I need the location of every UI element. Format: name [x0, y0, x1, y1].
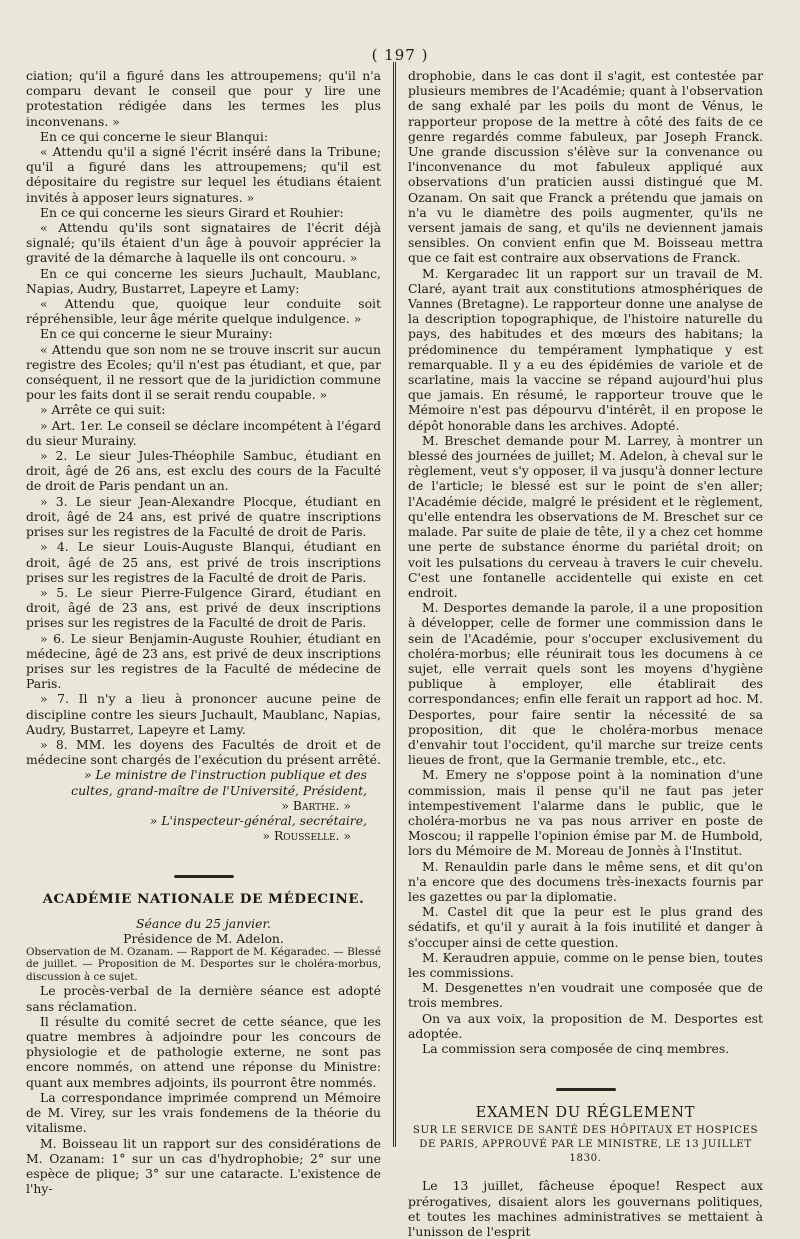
paragraph: » 7. Il n'y a lieu à prononcer aucune peine de discipline contre les sieurs Juchault, Maublanc, Napias, Audry, Bustarret, Lapeyre et Lamy. — [26, 691, 381, 737]
section-separator — [174, 875, 234, 878]
paragraph: « Attendu que, quoique leur conduite soit répréhensible, leur âge mérite quelque indulgence. » — [26, 296, 381, 327]
session-date: Séance du 25 janvier. — [136, 915, 271, 931]
paragraph: « Attendu qu'ils sont signataires de l'écrit déjà signalé; qu'ils étaient d'un âge à pouvoir apprécier la gravité de la démarche à laquelle ils ont concouru. » — [26, 220, 381, 266]
paragraph: M. Kergaradec lit un rapport sur un travail de M. Claré, ayant trait aux constitutions atmosphériques de Vannes (Bretagne). Le rapporteur donne une analyse de la description topographique, de l'histoire naturelle du pays, des habitudes et des mœurs des habitans; la prédominence du tempérament lymphatique y est remarquable. Il y a eu des épidémies de variole et de scarlatine, mais la vaccine se répand aujourd'hui plus que jamais. En résumé, le rapporteur trouve que le Mémoire n'est pas dépourvu d'intérêt, il en propose le dépôt honorable dans les archives. Adopté. — [408, 265, 763, 433]
paragraph: La commission sera composée de cinq membres. — [422, 1041, 730, 1056]
paragraph: En ce qui concerne le sieur Blanqui: — [40, 128, 269, 144]
two-column-body — [26, 68, 774, 1239]
paragraph: M. Desportes demande la parole, il a une proposition à développer, celle de former une commission dans le sein de l'Académie, pour s'occuper exclusivement du choléra-morbus; elle réunirait tous les documens à ce sujet, elle verrait quels sont les moyens d'hygiène publique à employer, elle établirait des correspondances; enfin elle ferait un rapport ad hoc. M. Desportes, pour faire sentir la nécessité de sa proposition, dit que le choléra-morbus menace d'envahir tout l'occident, qu'il marche sur treize cents lieues de front, que la Germanie tremble, etc., etc. — [408, 600, 763, 768]
paragraph: Le procès-verbal de la dernière séance est adopté sans réclamation. — [26, 983, 381, 1014]
paragraph: M. Castel dit que la peur est le plus grand des sédatifs, et qu'il y aurait à la fois inutilité et danger à s'occuper ainsi de cette question. — [408, 904, 763, 950]
section-title: ACADÉMIE NATIONALE DE MÉDECINE. — [42, 891, 365, 908]
signature-name: » Barthe. » — [281, 797, 351, 813]
paragraph: En ce qui concerne les sieurs Girard et Rouhier: — [40, 204, 344, 220]
left-column — [26, 68, 381, 1239]
paragraph: » 3. Le sieur Jean-Alexandre Plocque, étudiant en droit, âgé de 24 ans, est privé de quatre inscriptions prises sur les registres de la Faculté de droit de Paris. — [26, 493, 381, 540]
paragraph: » 2. Le sieur Jules-Théophile Sambuc, étudiant en droit, âgé de 26 ans, est exclu des cours de la Faculté de droit de Paris pendant un an. — [26, 448, 381, 494]
paragraph: Le 13 juillet, fâcheuse époque! Respect aux prérogatives, disaient alors les gouvernans politiques, et toutes les machines administratives se mettaient à l'unisson de l'esprit — [408, 1178, 763, 1239]
paragraph: M. Breschet demande pour M. Larrey, à montrer un blessé des journées de juillet; M. Adelon, à cheval sur le règlement, veut s'y opposer, il va jusqu'à donner lecture de l'article; le blessé est sur le point de s'en aller; l'Académie décide, malgré le président et le règlement, qu'elle entendra les observations de M. Breschet sur ce malade. Par suite de plaie de tête, il y a chez cet homme une perte de substance énorme du pariétal droit; on voit les pulsations du cerveau à travers le cuir chevelu. C'est une fontanelle accidentelle qui existe en cet endroit. — [408, 432, 763, 600]
session-summary: Observation de M. Ozanam. — Rapport de M. Kégaradec. — Blessé de juillet. — Proposition de M. Desportes sur le choléra-morbus, discussion à ce sujet. — [26, 945, 381, 983]
paragraph: » 6. Le sieur Benjamin-Auguste Rouhier, étudiant en médecine, âgé de 23 ans, est privé de deux inscriptions prises sur les registres de la Faculté de médecine de Paris. — [26, 630, 381, 692]
section-separator — [556, 1088, 616, 1091]
presidency-line: Présidence de M. Adelon. — [123, 930, 284, 946]
paragraph: M. Desgenettes n'en voudrait une composée que de trois membres. — [408, 980, 763, 1011]
section-subtitle: SUR LE SERVICE DE SANTÉ DES HÔPITAUX ET HOSPICES DE PARIS, APPROUVÉ PAR LE MINISTRE, LE 13 JUILLET 1830. — [412, 1125, 759, 1165]
paragraph: drophobie, dans le cas dont il s'agit, est contestée par plusieurs membres de l'Académie; quant à l'observation de sang exhalé par les poils du mont de Vénus, le rapporteur propose de la mettre à côté des faits de ce genre regardés comme fabuleux, par Joseph Franck. Une grande discussion s'élève sur la convenance ou l'inconvenance du mot fabuleux appliqué aux observations d'un praticien aussi distingué que M. Ozanam. On sait que Franck a prétendu que jamais on n'a vu le diamètre des poils augmenter, qu'ils ne versent jamais de sang, et qu'ils ne deviennent jamais sensibles. On convient enfin que M. Boisseau mettra que ce fait est contraire aux observations de Franck. — [408, 68, 763, 266]
paragraph: En ce qui concerne le sieur Murainy: — [40, 326, 273, 342]
paragraph: M. Renauldin parle dans le même sens, et dit qu'on n'a encore que des documens très-inexacts fournis par les gazettes ou par la diplomatie. — [408, 858, 763, 904]
paragraph: Il résulte du comité secret de cette séance, que les quatre membres à adjoindre pour les concours de physiologie et de pathologie externe, ne sont pas encore nommés, on attend une réponse du Ministre: quant aux membres adjoints, ils pourront être nommés. — [26, 1013, 381, 1090]
paragraph: » 4. Le sieur Louis-Auguste Blanqui, étudiant en droit, âgé de 25 ans, est privé de trois inscriptions prises sur les registres de la Faculté de droit de Paris. — [26, 539, 381, 585]
paragraph: M. Emery ne s'oppose point à la nomination d'une commission, mais il pense qu'il ne faut pas jeter intempestivement l'alarme dans le public, que le choléra-morbus ne va pas nous arriver en poste de Moscou; il rappelle l'opinion émise par M. de Humbold, lors du Mémoire de M. Moreau de Jonnès à l'Institut. — [408, 767, 763, 859]
paragraph: » Arrête ce qui suit: — [40, 402, 166, 418]
paragraph: En ce qui concerne les sieurs Juchault, Maublanc, Napias, Audry, Bustarret, Lapeyre et Lamy: — [26, 265, 381, 296]
section-title: EXAMEN DU RÉGLEMENT — [475, 1104, 696, 1122]
signature-title: » L'inspecteur-général, secrétaire, — [149, 812, 367, 828]
paragraph: « Attendu qu'il a signé l'écrit inséré dans la Tribune; qu'il a figuré dans les attroupemens; qu'il est dépositaire du registre sur lequel les étudians étaient invités à apposer leurs signatures. » — [26, 144, 381, 205]
paragraph: » 8. MM. les doyens des Facultés de droit et de médecine sont chargés de l'exécution du présent arrêté. — [26, 736, 381, 768]
paragraph: » 5. Le sieur Pierre-Fulgence Girard, étudiant en droit, âgé de 23 ans, est privé de deux inscriptions prises sur les registres de la Faculté de droit de Paris. — [26, 584, 381, 631]
right-column — [408, 68, 763, 1239]
page-number: ( 197 ) — [371, 46, 429, 64]
paragraph: M. Boisseau lit un rapport sur des considérations de M. Ozanam: 1° sur un cas d'hydrophobie; 2° sur une espèce de plique; 3° sur une cataracte. L'existence de l'hy- — [26, 1135, 381, 1197]
paragraph: M. Keraudren appuie, comme on le pense bien, toutes les commissions. — [408, 949, 763, 980]
column-divider — [393, 62, 397, 1147]
paragraph: La correspondance imprimée comprend un Mémoire de M. Virey, sur les vrais fondemens de la théorie du vitalisme. — [26, 1089, 381, 1136]
paragraph: On va aux voix, la proposition de M. Desportes est adoptée. — [408, 1010, 763, 1041]
paragraph: ciation; qu'il a figuré dans les attroupemens; qu'il n'a comparu devant le conseil que pour y lire une protestation rédigée dans les termes les plus inconvenans. » — [26, 68, 381, 129]
signature-name: » Rousselle. » — [262, 828, 351, 844]
paragraph: » Art. 1er. Le conseil se déclare incompétent à l'égard du sieur Murainy. — [26, 417, 381, 448]
paragraph: « Attendu que son nom ne se trouve inscrit sur aucun registre des Ecoles; qu'il n'est pas étudiant, et que, par conséquent, il ne ressort que de la juridiction commune pour les faits dont il se serait rendu coupable. » — [26, 341, 381, 403]
signature-title: » Le ministre de l'instruction publique et des cultes, grand-maître de l'Université, Président, — [71, 767, 367, 798]
